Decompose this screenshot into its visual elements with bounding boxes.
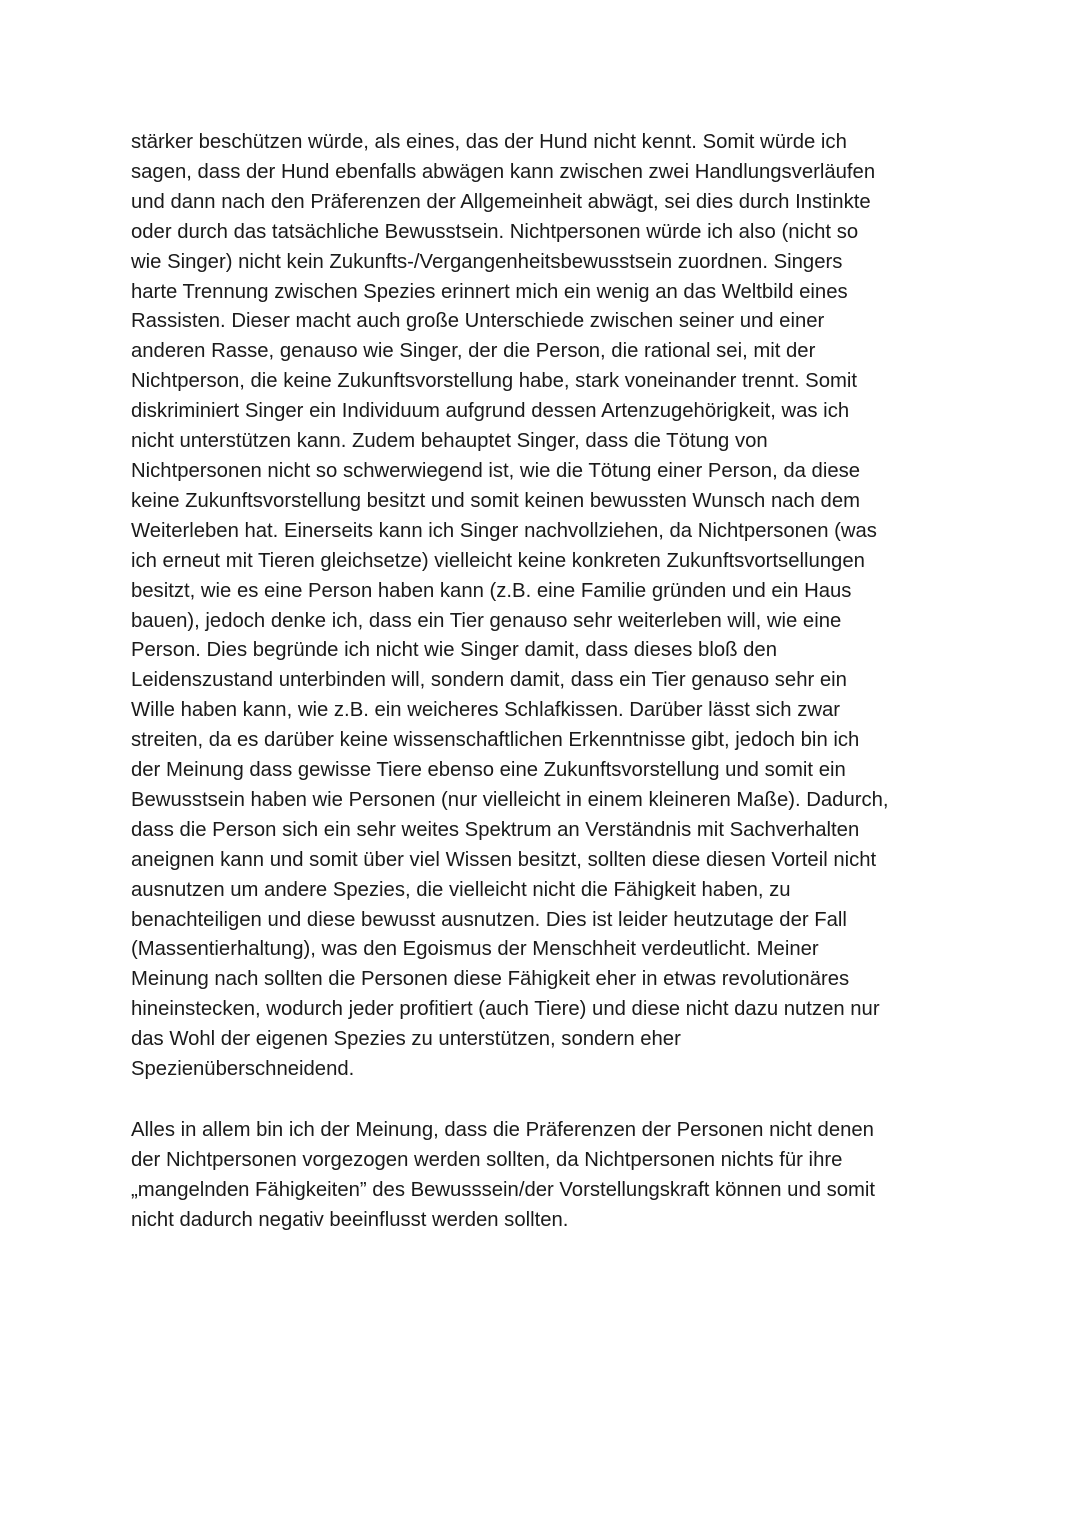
- paragraph-line: benachteiligen und diese bewusst ausnutzen. Dies ist leider heutzutage der Fall: [131, 908, 847, 931]
- paragraph-line: diskriminiert Singer ein Individuum aufgrund dessen Artenzugehörigkeit, was ich: [131, 400, 850, 423]
- paragraph-line: Person. Dies begründe ich nicht wie Singer damit, dass dieses bloß den: [131, 639, 777, 662]
- body-paragraph-1: [131, 128, 961, 1085]
- paragraph-line: nicht unterstützen kann. Zudem behauptet Singer, dass die Tötung von: [131, 430, 768, 453]
- paragraph-line: oder durch das tatsächliche Bewusstsein. Nichtpersonen würde ich also (nicht so: [131, 220, 859, 243]
- paragraph-line: Bewusstsein haben wie Personen (nur vielleicht in einem kleineren Maße). Dadurch,: [131, 788, 889, 811]
- paragraph-line: aneignen kann und somit über viel Wissen besitzt, sollten diese diesen Vorteil nicht: [131, 848, 877, 871]
- paragraph-line: sagen, dass der Hund ebenfalls abwägen kann zwischen zwei Handlungsverläufen: [131, 160, 876, 183]
- paragraph-line: Wille haben kann, wie z.B. ein weicheres Schlafkissen. Darüber lässt sich zwar: [131, 699, 841, 722]
- paragraph-line: wie Singer) nicht kein Zukunfts-/Vergangenheitsbewusstsein zuordnen. Singers: [131, 250, 843, 273]
- paragraph-line: Weiterleben hat. Einerseits kann ich Singer nachvollziehen, da Nichtpersonen (was: [131, 519, 877, 542]
- paragraph-line: der Meinung dass gewisse Tiere ebenso eine Zukunftsvorstellung und somit ein: [131, 759, 846, 782]
- paragraph-line: streiten, da es darüber keine wissenschaftlichen Erkenntnisse gibt, jedoch bin ich: [131, 729, 860, 752]
- paragraph-line: und dann nach den Präferenzen der Allgemeinheit abwägt, sei dies durch Instinkte: [131, 190, 871, 213]
- paragraph-line: dass die Person sich ein sehr weites Spektrum an Verständnis mit Sachverhalten: [131, 818, 860, 841]
- paragraph-line: Rassisten. Dieser macht auch große Unterschiede zwischen seiner und einer: [131, 310, 825, 333]
- paragraph-line: Nichtperson, die keine Zukunftsvorstellung habe, stark voneinander trennt. Somit: [131, 370, 858, 393]
- paragraph-line: hineinstecken, wodurch jeder profitiert (auch Tiere) und diese nicht dazu nutzen nur: [131, 998, 880, 1021]
- paragraph-line: stärker beschützen würde, als eines, das der Hund nicht kennt. Somit würde ich: [131, 131, 847, 153]
- paragraph-line: besitzt, wie es eine Person haben kann (z.B. eine Familie gründen und ein Haus: [131, 579, 852, 602]
- paragraph-line: ausnutzen um andere Spezies, die vielleicht nicht die Fähigkeit haben, zu: [131, 878, 791, 901]
- paragraph-line: harte Trennung zwischen Spezies erinnert mich ein wenig an das Weltbild eines: [131, 280, 848, 303]
- paragraph-line: bauen), jedoch denke ich, dass ein Tier genauso sehr weiterleben will, wie eine: [131, 609, 842, 632]
- paragraph-line: Leidenszustand unterbinden will, sondern damit, dass ein Tier genauso sehr ein: [131, 669, 847, 692]
- paragraph-line: der Nichtpersonen vorgezogen werden sollten, da Nichtpersonen nichts für ihre: [131, 1148, 843, 1171]
- paragraph-line: das Wohl der eigenen Spezies zu unterstützen, sondern eher: [131, 1028, 681, 1051]
- paragraph-line: anderen Rasse, genauso wie Singer, der die Person, die rational sei, mit der: [131, 340, 816, 363]
- paragraph-line: (Massentierhaltung), was den Egoismus der Menschheit verdeutlicht. Meiner: [131, 938, 819, 961]
- body-paragraph-2: [131, 1116, 961, 1236]
- paragraph-line: Meinung nach sollten die Personen diese Fähigkeit eher in etwas revolutionäres: [131, 968, 850, 991]
- paragraph-line: ich erneut mit Tieren gleichsetze) vielleicht keine konkreten Zukunftsvortsellungen: [131, 549, 865, 572]
- paragraph-line: „mangelnden Fähigkeiten” des Bewusssein/der Vorstellungskraft können und somit: [131, 1178, 876, 1201]
- paragraph-line: nicht dadurch negativ beeinflusst werden sollten.: [131, 1208, 569, 1231]
- paragraph-line: keine Zukunftsvorstellung besitzt und somit keinen bewussten Wunsch nach dem: [131, 489, 861, 512]
- paragraph-line: Spezienüberschneidend.: [131, 1058, 355, 1081]
- paragraph-line: Alles in allem bin ich der Meinung, dass die Präferenzen der Personen nicht denen: [131, 1119, 874, 1141]
- paragraph-line: Nichtpersonen nicht so schwerwiegend ist, wie die Tötung einer Person, da diese: [131, 459, 861, 482]
